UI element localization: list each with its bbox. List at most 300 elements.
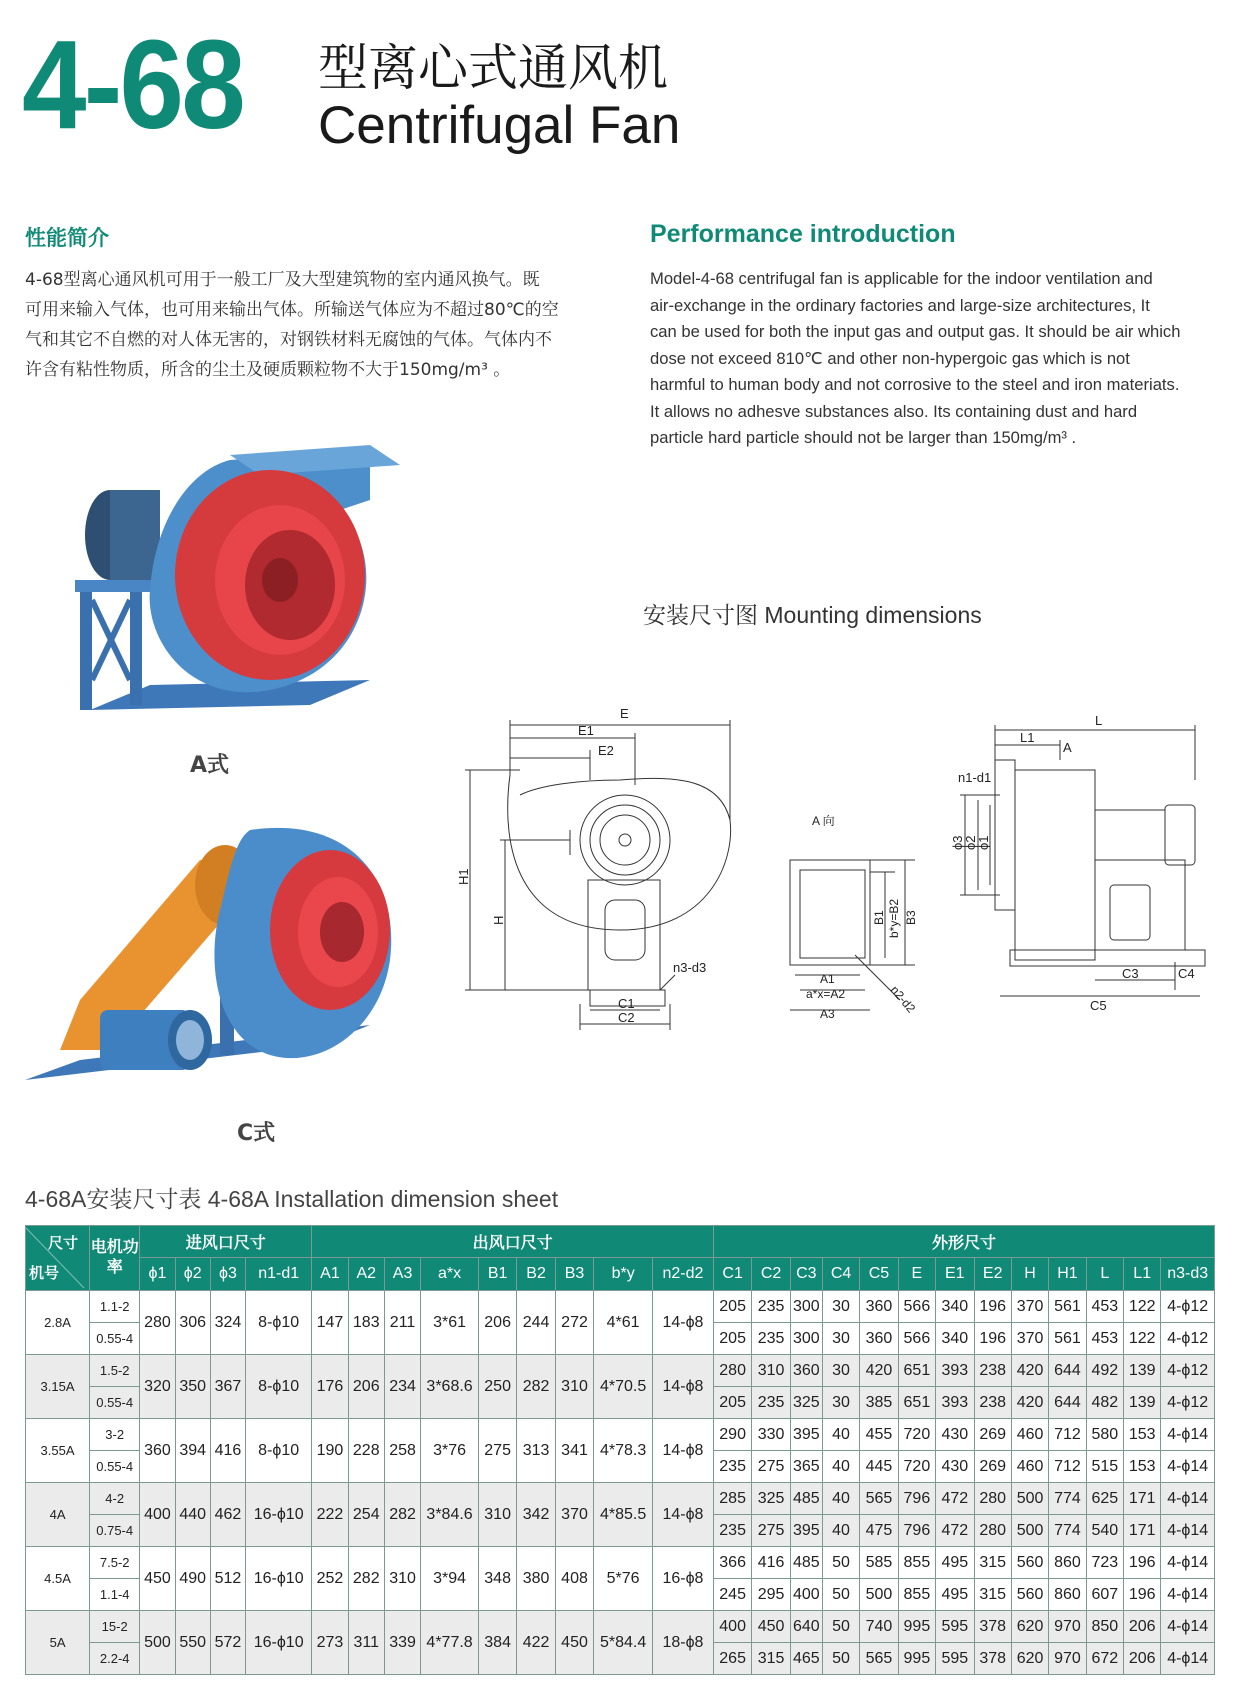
corner-diagonal: [26, 1228, 84, 1288]
outer-cell: 315: [974, 1579, 1011, 1611]
outer-cell: 275: [752, 1515, 790, 1547]
label-L: L: [1095, 713, 1103, 728]
outlet-cell: 380: [517, 1547, 555, 1611]
outer-col-header: C5: [860, 1258, 898, 1291]
outer-cell: 4-ϕ14: [1161, 1643, 1215, 1675]
outer-cell: 4-ϕ12: [1161, 1387, 1215, 1419]
table-row: [26, 1483, 1215, 1515]
outer-cell: 206: [1124, 1611, 1161, 1643]
outer-cell: 238: [974, 1355, 1011, 1387]
outlet-cell: 254: [348, 1483, 384, 1547]
outlet-cell: 14-ϕ8: [653, 1291, 714, 1355]
outer-cell: 235: [752, 1387, 790, 1419]
label-phi1: ϕ1: [976, 835, 991, 850]
outer-cell: 420: [1011, 1387, 1048, 1419]
outlet-col-header: n2-d2: [653, 1258, 714, 1291]
outer-cell: 245: [713, 1579, 751, 1611]
outer-cell: 196: [1124, 1579, 1161, 1611]
label-E1: E1: [578, 723, 594, 738]
label-n3d3: n3-d3: [673, 960, 707, 975]
outer-cell: 855: [898, 1579, 935, 1611]
outer-cell: 310: [752, 1355, 790, 1387]
motor-cell: 2.2-4: [90, 1643, 140, 1675]
outer-col-header: E2: [974, 1258, 1011, 1291]
outer-cell: 723: [1086, 1547, 1123, 1579]
motor-cell: 0.75-4: [90, 1515, 140, 1547]
fan-a-housing: [150, 445, 400, 692]
outer-cell: 620: [1011, 1611, 1048, 1643]
outer-cell: 4-ϕ12: [1161, 1355, 1215, 1387]
outer-cell: 712: [1049, 1451, 1086, 1483]
label-axA2: a*x=A2: [806, 987, 846, 1001]
outlet-cell: 228: [348, 1419, 384, 1483]
inlet-col-header: ϕ2: [175, 1258, 210, 1291]
title-chinese: 型离心式通风机: [318, 39, 668, 97]
outer-cell: 40: [822, 1419, 859, 1451]
label-H: H: [491, 915, 506, 925]
outer-col-header: E1: [936, 1258, 974, 1291]
outer-cell: 651: [898, 1355, 935, 1387]
outer-cell: 644: [1049, 1387, 1086, 1419]
outer-cell: 4-ϕ14: [1161, 1579, 1215, 1611]
front-view: [465, 720, 731, 1030]
outer-cell: 340: [936, 1291, 974, 1323]
outlet-col-header: A2: [348, 1258, 384, 1291]
fan-a-motor: [85, 490, 160, 580]
outlet-cell: 450: [555, 1611, 593, 1675]
outer-cell: 325: [790, 1387, 822, 1419]
outlet-cell: 183: [348, 1291, 384, 1355]
intro-en-paragraph: [650, 266, 1215, 452]
outer-cell: 560: [1011, 1579, 1048, 1611]
intro-cn-line: 4-68型离心通风机可用于一般工厂及大型建筑物的室内通风换气。既: [25, 270, 540, 290]
outlet-cell: 3*94: [421, 1547, 479, 1611]
outer-cell: 269: [974, 1451, 1011, 1483]
inlet-col-header: ϕ3: [210, 1258, 245, 1291]
label-B1: B1: [872, 910, 886, 925]
label-A1: A1: [820, 972, 835, 986]
outlet-col-header: B2: [517, 1258, 555, 1291]
intro-cn-heading: 性能简介: [25, 226, 109, 250]
label-C2: C2: [618, 1010, 635, 1025]
outer-cell: 430: [936, 1419, 974, 1451]
table-row: [26, 1547, 1215, 1579]
outlet-cell: 222: [312, 1483, 348, 1547]
outer-cell: 30: [822, 1323, 859, 1355]
outlet-cell: 422: [517, 1611, 555, 1675]
intro-en-line: can be used for both the input gas and output gas. It should be air which: [650, 322, 1181, 341]
outer-cell: 4-ϕ14: [1161, 1515, 1215, 1547]
outer-cell: 4-ϕ14: [1161, 1483, 1215, 1515]
outer-cell: 566: [898, 1323, 935, 1355]
side-view-labels: [950, 713, 1195, 1013]
inlet-cell: 320: [140, 1355, 175, 1419]
outer-cell: 420: [860, 1355, 898, 1387]
outer-col-header: L1: [1124, 1258, 1161, 1291]
outlet-cell: 3*84.6: [421, 1483, 479, 1547]
inlet-cell: 350: [175, 1355, 210, 1419]
motor-cell: 0.55-4: [90, 1451, 140, 1483]
intro-en-heading: Performance introduction: [650, 220, 956, 248]
outer-cell: 500: [1011, 1515, 1048, 1547]
outer-cell: 580: [1086, 1419, 1123, 1451]
outlet-cell: 310: [555, 1355, 593, 1419]
outer-cell: 672: [1086, 1643, 1123, 1675]
title-english: Centrifugal Fan: [318, 96, 681, 155]
inlet-cell: 360: [140, 1419, 175, 1483]
outer-cell: 970: [1049, 1643, 1086, 1675]
outlet-cell: 310: [478, 1483, 516, 1547]
label-A: A: [1063, 740, 1072, 755]
outer-cell: 360: [860, 1323, 898, 1355]
outer-cell: 50: [822, 1643, 859, 1675]
label-bxy: b*y=B2: [887, 898, 901, 938]
intro-en-line: air-exchange in the ordinary factories and large-size architectures, It: [650, 295, 1150, 315]
inlet-group-header: 进风口尺寸: [140, 1226, 312, 1258]
motor-cell: 1.5-2: [90, 1355, 140, 1387]
inlet-cell: 512: [210, 1547, 245, 1611]
intro-cn-line: 许含有粘性物质，所含的尘土及硬质颗粒物不大于150mg/m³ 。: [25, 360, 511, 380]
outer-col-header: C1: [713, 1258, 751, 1291]
outer-cell: 139: [1124, 1387, 1161, 1419]
intro-en-line: harmful to human body and not corrosive to the steel and iron materiats.: [650, 375, 1180, 394]
outer-cell: 485: [790, 1547, 822, 1579]
outer-cell: 560: [1011, 1547, 1048, 1579]
front-view-labels: [456, 706, 706, 1025]
outer-group-header: 外形尺寸: [713, 1226, 1214, 1258]
outer-cell: 206: [1124, 1643, 1161, 1675]
outlet-cell: 4*85.5: [594, 1483, 653, 1547]
outer-cell: 460: [1011, 1419, 1048, 1451]
inlet-cell: 8-ϕ10: [246, 1355, 312, 1419]
outer-cell: 4-ϕ12: [1161, 1291, 1215, 1323]
caption-type-a: A式: [190, 753, 230, 778]
installation-dimension-table: [25, 1225, 1215, 1675]
outlet-cell: 272: [555, 1291, 593, 1355]
outlet-cell: 206: [348, 1355, 384, 1419]
outer-cell: 300: [790, 1291, 822, 1323]
model-cell: 4A: [26, 1483, 90, 1547]
intro-en-line: dose not exceed 810℃ and other non-hypergoic gas which is not: [650, 348, 1130, 368]
caption-type-c: C式: [237, 1121, 276, 1146]
fan-c-motor: [100, 1010, 212, 1070]
outer-cell: 122: [1124, 1323, 1161, 1355]
outer-cell: 196: [974, 1323, 1011, 1355]
outer-cell: 651: [898, 1387, 935, 1419]
outer-cell: 607: [1086, 1579, 1123, 1611]
outer-cell: 595: [936, 1643, 974, 1675]
side-view: [960, 725, 1205, 996]
outer-cell: 453: [1086, 1291, 1123, 1323]
outer-cell: 740: [860, 1611, 898, 1643]
outer-cell: 445: [860, 1451, 898, 1483]
outer-cell: 300: [790, 1323, 822, 1355]
label-phi2: ϕ2: [963, 835, 978, 850]
outer-col-header: L: [1086, 1258, 1123, 1291]
outlet-col-header: A3: [384, 1258, 420, 1291]
outlet-cell: 14-ϕ8: [653, 1355, 714, 1419]
outlet-cell: 313: [517, 1419, 555, 1483]
outer-cell: 171: [1124, 1515, 1161, 1547]
inlet-cell: 8-ϕ10: [246, 1291, 312, 1355]
outer-cell: 430: [936, 1451, 974, 1483]
outer-cell: 50: [822, 1579, 859, 1611]
outer-cell: 515: [1086, 1451, 1123, 1483]
outer-cell: 995: [898, 1611, 935, 1643]
outer-cell: 285: [713, 1483, 751, 1515]
intro-cn-line: 可用来输入气体，也可用来输出气体。所输送气体应为不超过80℃的空: [25, 300, 559, 320]
label-n2d2: n2-d2: [887, 982, 919, 1016]
outer-col-header: C4: [822, 1258, 859, 1291]
outlet-cell: 16-ϕ8: [653, 1547, 714, 1611]
outer-cell: 472: [936, 1483, 974, 1515]
outer-cell: 122: [1124, 1291, 1161, 1323]
outer-cell: 720: [898, 1451, 935, 1483]
outlet-cell: 258: [384, 1419, 420, 1483]
outer-cell: 393: [936, 1387, 974, 1419]
label-H1: H1: [456, 868, 471, 885]
motor-cell: 7.5-2: [90, 1547, 140, 1579]
outer-cell: 378: [974, 1611, 1011, 1643]
model-cell: 4.5A: [26, 1547, 90, 1611]
label-A3: A3: [820, 1007, 835, 1021]
model-cell: 5A: [26, 1611, 90, 1675]
outer-cell: 385: [860, 1387, 898, 1419]
fan-c-housing: [214, 828, 391, 1058]
outlet-cell: 244: [517, 1291, 555, 1355]
inlet-col-header: ϕ1: [140, 1258, 175, 1291]
inlet-cell: 306: [175, 1291, 210, 1355]
outer-cell: 205: [713, 1291, 751, 1323]
table-row: [26, 1611, 1215, 1643]
outlet-cell: 206: [478, 1291, 516, 1355]
outer-cell: 30: [822, 1355, 859, 1387]
outer-cell: 205: [713, 1323, 751, 1355]
outer-cell: 196: [1124, 1547, 1161, 1579]
motor-cell: 4-2: [90, 1483, 140, 1515]
outer-cell: 860: [1049, 1547, 1086, 1579]
outlet-col-header: B3: [555, 1258, 593, 1291]
outer-cell: 561: [1049, 1291, 1086, 1323]
label-L1: L1: [1020, 730, 1035, 745]
outer-cell: 360: [790, 1355, 822, 1387]
label-C3: C3: [1122, 966, 1139, 981]
outer-cell: 595: [936, 1611, 974, 1643]
outer-cell: 500: [1011, 1483, 1048, 1515]
motor-cell: 3-2: [90, 1419, 140, 1451]
intro-cn-paragraph: [25, 265, 605, 385]
motor-cell: 15-2: [90, 1611, 140, 1643]
outer-cell: 280: [974, 1515, 1011, 1547]
outer-cell: 565: [860, 1483, 898, 1515]
inlet-cell: 16-ϕ10: [246, 1611, 312, 1675]
outer-cell: 325: [752, 1483, 790, 1515]
outer-cell: 995: [898, 1643, 935, 1675]
outlet-cell: 3*68.6: [421, 1355, 479, 1419]
outer-cell: 295: [752, 1579, 790, 1611]
table-row: [26, 1291, 1215, 1323]
outlet-cell: 252: [312, 1547, 348, 1611]
table-body: [26, 1291, 1215, 1675]
inlet-cell: 16-ϕ10: [246, 1547, 312, 1611]
inlet-cell: 324: [210, 1291, 245, 1355]
inlet-cell: 462: [210, 1483, 245, 1547]
outer-cell: 235: [752, 1291, 790, 1323]
table-row: [26, 1355, 1215, 1387]
outer-cell: 171: [1124, 1483, 1161, 1515]
motor-cell: 1.1-4: [90, 1579, 140, 1611]
outer-cell: 340: [936, 1323, 974, 1355]
motor-cell: 1.1-2: [90, 1291, 140, 1323]
intro-cn-line: 气和其它不自燃的对人体无害的，对钢铁材料无腐蚀的气体。气体内不: [25, 330, 552, 350]
outlet-cell: 211: [384, 1291, 420, 1355]
outer-cell: 720: [898, 1419, 935, 1451]
label-C4: C4: [1178, 966, 1195, 981]
inlet-cell: 400: [140, 1483, 175, 1547]
outlet-col-header: A1: [312, 1258, 348, 1291]
outer-cell: 4-ϕ14: [1161, 1419, 1215, 1451]
outer-cell: 644: [1049, 1355, 1086, 1387]
installation-sheet-title: 4-68A安装尺寸表 4-68A Installation dimension sheet: [25, 1186, 559, 1212]
outer-cell: 4-ϕ14: [1161, 1547, 1215, 1579]
model-cell: 2.8A: [26, 1291, 90, 1355]
label-E2: E2: [598, 743, 614, 758]
outer-cell: 235: [752, 1323, 790, 1355]
outer-cell: 400: [713, 1611, 751, 1643]
inlet-cell: 572: [210, 1611, 245, 1675]
outer-cell: 30: [822, 1387, 859, 1419]
outer-cell: 370: [1011, 1323, 1048, 1355]
mounting-dimensions-title: 安装尺寸图 Mounting dimensions: [643, 602, 982, 628]
outlet-col-header: a*x: [421, 1258, 479, 1291]
fan-type-c-illustration: [20, 820, 420, 1120]
label-phi3: ϕ3: [950, 835, 965, 850]
outer-cell: 450: [752, 1611, 790, 1643]
outlet-col-header: B1: [478, 1258, 516, 1291]
outer-cell: 712: [1049, 1419, 1086, 1451]
outer-cell: 460: [1011, 1451, 1048, 1483]
outlet-cell: 282: [384, 1483, 420, 1547]
outer-cell: 365: [790, 1451, 822, 1483]
outer-cell: 475: [860, 1515, 898, 1547]
outer-cell: 238: [974, 1387, 1011, 1419]
motor-cell: 0.55-4: [90, 1323, 140, 1355]
outlet-cell: 14-ϕ8: [653, 1419, 714, 1483]
outer-col-header: n3-d3: [1161, 1258, 1215, 1291]
outer-cell: 40: [822, 1483, 859, 1515]
outlet-cell: 3*76: [421, 1419, 479, 1483]
outer-cell: 265: [713, 1643, 751, 1675]
outer-cell: 796: [898, 1483, 935, 1515]
outer-cell: 970: [1049, 1611, 1086, 1643]
model-cell: 3.55A: [26, 1419, 90, 1483]
outer-col-header: C3: [790, 1258, 822, 1291]
outer-col-header: C2: [752, 1258, 790, 1291]
outer-cell: 395: [790, 1515, 822, 1547]
outer-cell: 393: [936, 1355, 974, 1387]
inlet-cell: 16-ϕ10: [246, 1483, 312, 1547]
outer-cell: 153: [1124, 1419, 1161, 1451]
outer-cell: 472: [936, 1515, 974, 1547]
outlet-cell: 311: [348, 1611, 384, 1675]
label-a-direction: A 向: [812, 814, 835, 828]
outlet-cell: 14-ϕ8: [653, 1483, 714, 1547]
outlet-group-header: 出风口尺寸: [312, 1226, 714, 1258]
outer-cell: 30: [822, 1291, 859, 1323]
outer-cell: 4-ϕ14: [1161, 1611, 1215, 1643]
outer-cell: 280: [713, 1355, 751, 1387]
outer-cell: 850: [1086, 1611, 1123, 1643]
outer-cell: 492: [1086, 1355, 1123, 1387]
outer-cell: 455: [860, 1419, 898, 1451]
inlet-cell: 8-ϕ10: [246, 1419, 312, 1483]
outer-cell: 565: [860, 1643, 898, 1675]
outer-cell: 275: [752, 1451, 790, 1483]
outer-cell: 280: [974, 1483, 1011, 1515]
outer-cell: 153: [1124, 1451, 1161, 1483]
outer-cell: 860: [1049, 1579, 1086, 1611]
outer-cell: 540: [1086, 1515, 1123, 1547]
outer-cell: 315: [752, 1643, 790, 1675]
outer-cell: 416: [752, 1547, 790, 1579]
outlet-cell: 4*77.8: [421, 1611, 479, 1675]
outer-cell: 495: [936, 1547, 974, 1579]
outer-cell: 485: [790, 1483, 822, 1515]
motor-cell: 0.55-4: [90, 1387, 140, 1419]
inlet-cell: 280: [140, 1291, 175, 1355]
outer-cell: 855: [898, 1547, 935, 1579]
outlet-cell: 310: [384, 1547, 420, 1611]
corner-top-label: 尺寸: [48, 1235, 79, 1252]
outer-cell: 774: [1049, 1483, 1086, 1515]
outer-cell: 495: [936, 1579, 974, 1611]
label-E: E: [620, 706, 629, 721]
outlet-col-header: b*y: [594, 1258, 653, 1291]
label-C1: C1: [618, 996, 635, 1011]
outer-col-header: E: [898, 1258, 935, 1291]
label-n1d1: n1-d1: [958, 770, 992, 785]
outer-cell: 360: [860, 1291, 898, 1323]
outer-cell: 330: [752, 1419, 790, 1451]
outer-cell: 315: [974, 1547, 1011, 1579]
outer-col-header: H1: [1049, 1258, 1086, 1291]
outlet-cell: 147: [312, 1291, 348, 1355]
outer-cell: 585: [860, 1547, 898, 1579]
outer-cell: 640: [790, 1611, 822, 1643]
outer-cell: 269: [974, 1419, 1011, 1451]
outer-cell: 40: [822, 1515, 859, 1547]
mounting-drawing: [456, 700, 1220, 1030]
outer-cell: 196: [974, 1291, 1011, 1323]
outer-cell: 620: [1011, 1643, 1048, 1675]
outlet-cell: 190: [312, 1419, 348, 1483]
outer-cell: 465: [790, 1643, 822, 1675]
outer-cell: 205: [713, 1387, 751, 1419]
outer-cell: 395: [790, 1419, 822, 1451]
intro-en-line: Model-4-68 centrifugal fan is applicable for the indoor ventilation and: [650, 269, 1153, 288]
outlet-cell: 282: [348, 1547, 384, 1611]
inlet-cell: 490: [175, 1547, 210, 1611]
outlet-cell: 4*61: [594, 1291, 653, 1355]
inlet-cell: 550: [175, 1611, 210, 1675]
fan-type-a-illustration: [70, 440, 390, 730]
outer-cell: 235: [713, 1515, 751, 1547]
outer-cell: 400: [790, 1579, 822, 1611]
inlet-cell: 394: [175, 1419, 210, 1483]
outlet-cell: 176: [312, 1355, 348, 1419]
outer-cell: 420: [1011, 1355, 1048, 1387]
column-header-row: [26, 1258, 1215, 1291]
